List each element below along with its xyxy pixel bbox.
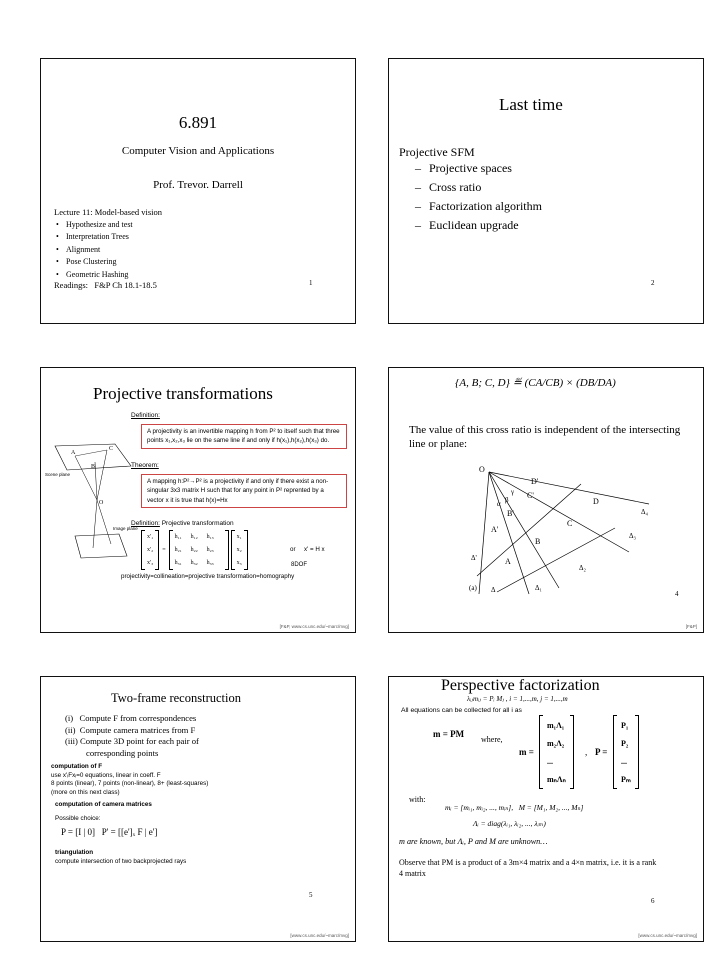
slide-2 [388,58,704,324]
course-title: Computer Vision and Applications [121,145,275,157]
with-label: with: [409,795,426,804]
label-delta-2: Δ₂ [579,564,586,572]
image-plane-shape [75,534,127,558]
vec-entry: P₂ [621,738,629,748]
label-d-prime: D' [531,477,539,486]
f-heading: computation of F [51,763,103,770]
matrix-entry: h₃₂ [190,559,198,566]
definition2-text: Projective transformation [161,520,234,527]
label-alpha: α [497,500,501,508]
theorem-label: Theorem: [131,462,159,469]
matrix-entry: h₃₁ [174,559,182,566]
label-o: O [479,465,485,474]
readings: Readings: F&P Ch 18.1-18.5 [54,280,157,290]
slide-3 [40,367,356,633]
step-item: (ii) Compute camera matrices from F [65,724,196,735]
vec-entry: ... [621,756,627,766]
label-beta: β [505,496,509,504]
comma: , [585,747,588,757]
matrix-entry: h₁₃ [206,534,214,541]
definition2 [131,520,234,527]
label-a-prime: A' [491,525,499,534]
label-delta-1: Δ₁ [535,584,542,592]
slide-title: Last time [499,95,563,114]
m-equals-pm: m = PM [433,729,465,739]
matrix-entry: h₁₂ [190,534,198,541]
h-matrix [173,531,225,569]
label-subfig-a: (a) [469,584,477,592]
label-c: C [567,519,573,528]
recap-item: – Euclidean upgrade [415,216,542,235]
label-delta-prime: Δ' [471,554,477,562]
topic-item: • Interpretation Trees [54,231,133,243]
topic-item: • Pose Clustering [54,256,133,268]
with-line-1: mᵢ = [mᵢ₁, mᵢ₂, ..., mᵢₙ], M = [M₁, M₂, ..., Mₙ] [445,803,584,812]
definition2-label: Definition: [131,520,160,527]
label-b-prime: B' [507,509,514,518]
triangulation-text: compute intersection of two backprojected rays [55,858,187,865]
matrix-entry: h₂₃ [206,547,214,553]
slide-title: Perspective factorization [441,677,600,694]
slide-6 [388,676,704,942]
cross-ratio-figure [469,464,659,596]
page-number: 1 [309,279,313,287]
recap-item: – Projective spaces [415,159,542,178]
footer-citation: [F&P, www.cs.unc.edu/~marc/mvg] [279,624,349,629]
course-number: 6.891 [178,113,218,132]
definition-text: A projectivity is an invertible mapping h from P² to itself such that three points x₁,x₂,x₃ lie on the same line if and only if h(x₁),h(x₂),h(x₃) do. [147,428,340,445]
matrix-entry: h₃₃ [206,559,214,566]
cross-ratio-formula: {A, B; C, D} ≝ (CA/CB) × (DB/DA) [455,377,616,389]
topic-item: • Geometric Hashing [54,269,133,281]
vec-entry: m₁Λ₁ [547,720,565,730]
short-equation: x' = H x [304,546,325,553]
slide-5 [40,676,356,942]
slide-title: Two-frame reconstruction [111,691,241,705]
label-delta-4: Δ₄ [641,508,648,516]
label-delta: Δ [491,586,496,594]
m-lhs: m = [519,747,534,757]
step-item: (iii) Compute 3D point for each pair of [65,736,199,746]
matrix-entry: h₂₂ [190,547,198,553]
vec-entry: x'₁ [147,534,154,541]
topic-item: • Alignment [54,244,133,256]
cross-ratio-text: The value of this cross ratio is independent of the intersecting line or plane: [409,424,681,450]
where-label: where, [481,735,503,744]
recap-list [415,159,542,235]
page-number: 2 [651,279,655,287]
vec-entry: x'₃ [147,559,154,566]
steps-list [65,713,199,759]
homography-equation: x'₁ x'₂ x'₃ = h₁₁ h₁₂ h₁₃ h₂₁ h₂₂ h₂₃ h₃₁ h₃₂ h₃₃ x₁ x₂ x₃ [141,530,248,570]
lecture-title: Lecture 11: Model-based vision [54,207,163,217]
slide-4 [388,367,704,633]
vec-entry: Pₘ [621,774,631,784]
page-number: 5 [309,891,313,899]
point-b-label: B [91,464,96,470]
matrix-entry: h₁₁ [174,534,182,541]
recap-item: – Factorization algorithm [415,197,542,216]
vec-entry: x₁ [236,534,242,541]
label-b: B [535,537,541,546]
label-delta-3: Δ₃ [629,532,636,540]
camera-heading: computation of camera matrices [55,801,152,808]
camera-choice: P = [I | 0] P' = [[e']ₓ F | e'] [61,827,158,837]
step-item: (i) Compute F from correspondences [65,713,197,723]
scene-plane-label: Scene plane [45,472,71,477]
f-line-1: use x'ᵢFxᵢ=0 equations, linear in coeff. F [51,771,161,779]
projection-diagram [45,438,138,568]
summary-line: projectivity=collineation=projective transformation=homography [121,573,295,580]
m-column-vector [539,715,574,789]
p-lhs: P = [595,747,608,757]
triangulation-heading: triangulation [55,849,94,856]
matrix-entry: h₂₁ [174,547,182,553]
label-c-prime: C' [527,491,534,500]
or-label: or [290,546,296,553]
section-heading: Projective SFM [399,145,475,159]
recap-item: – Cross ratio [415,178,542,197]
point-a-label: A [71,450,76,456]
possible-choice: Possible choice: [55,815,101,822]
vec-entry: x₂ [236,546,242,553]
projection-equation: λᵢⱼmᵢⱼ = Pᵢ Mⱼ , i = 1,...,m, j = 1,...,m [467,695,568,703]
point-c-label: C [109,446,114,452]
footer-citation: [www.cs.unc.edu/~marc/mvg] [290,933,349,938]
dof-label: 8DOF [291,562,308,568]
f-section [51,763,208,797]
origin-label: O [99,500,104,506]
with-line-2: Λᵢ = diag(λᵢ₁, λᵢ₂, ..., λᵢₘ) [473,819,546,828]
topic-item: • Hypothesize and test [54,219,133,231]
theorem-text: A mapping h:P²→P² is a projectivity if and only if there exist a non-singular 3x3 matrix H such that for any point in P² reprented by a vector x it is true that h(x)=Hx [147,478,329,504]
definition-box [141,424,347,449]
slide-title: Projective transformations [93,384,273,403]
collect-text: All equations can be collected for all i as [401,707,522,714]
label-d: D [593,497,599,506]
rank-observation: Observe that PM is a product of a 3m×4 matrix and a 4×n matrix, i.e. it is a rank 4 matrix [399,858,657,878]
f-line-3: (more on this next class) [51,788,120,796]
footer-citation: [F&P] [685,624,697,629]
image-plane-label: Image plane [113,526,138,531]
step-item: corresponding points [86,747,159,758]
label-gamma: γ [511,488,515,496]
vec-entry: m₂Λ₂ [547,738,565,748]
f-line-2: 8 points (linear), 7 points (non-linear), 8+ (least-squares) [51,780,209,788]
footer-citation: [www.cs.unc.edu/~marc/mvg] [638,933,697,938]
p-column-vector [613,715,639,789]
topic-list [54,219,133,281]
known-unknown: m are known, but Λᵢ, P and M are unknown… [399,837,548,846]
slide-1 [40,58,356,324]
vec-entry: x₃ [236,559,242,566]
theorem-box [141,474,347,508]
instructor: Prof. Trevor. Darrell [153,179,243,191]
definition-label: Definition: [131,412,160,419]
vec-entry: ... [547,756,553,766]
page-number: 6 [651,897,655,905]
label-a: A [505,557,511,566]
page-number: 4 [675,590,679,598]
vec-entry: x'₂ [147,546,154,553]
vec-entry: mₙΛₙ [547,774,566,784]
vec-entry: P₁ [621,720,629,730]
